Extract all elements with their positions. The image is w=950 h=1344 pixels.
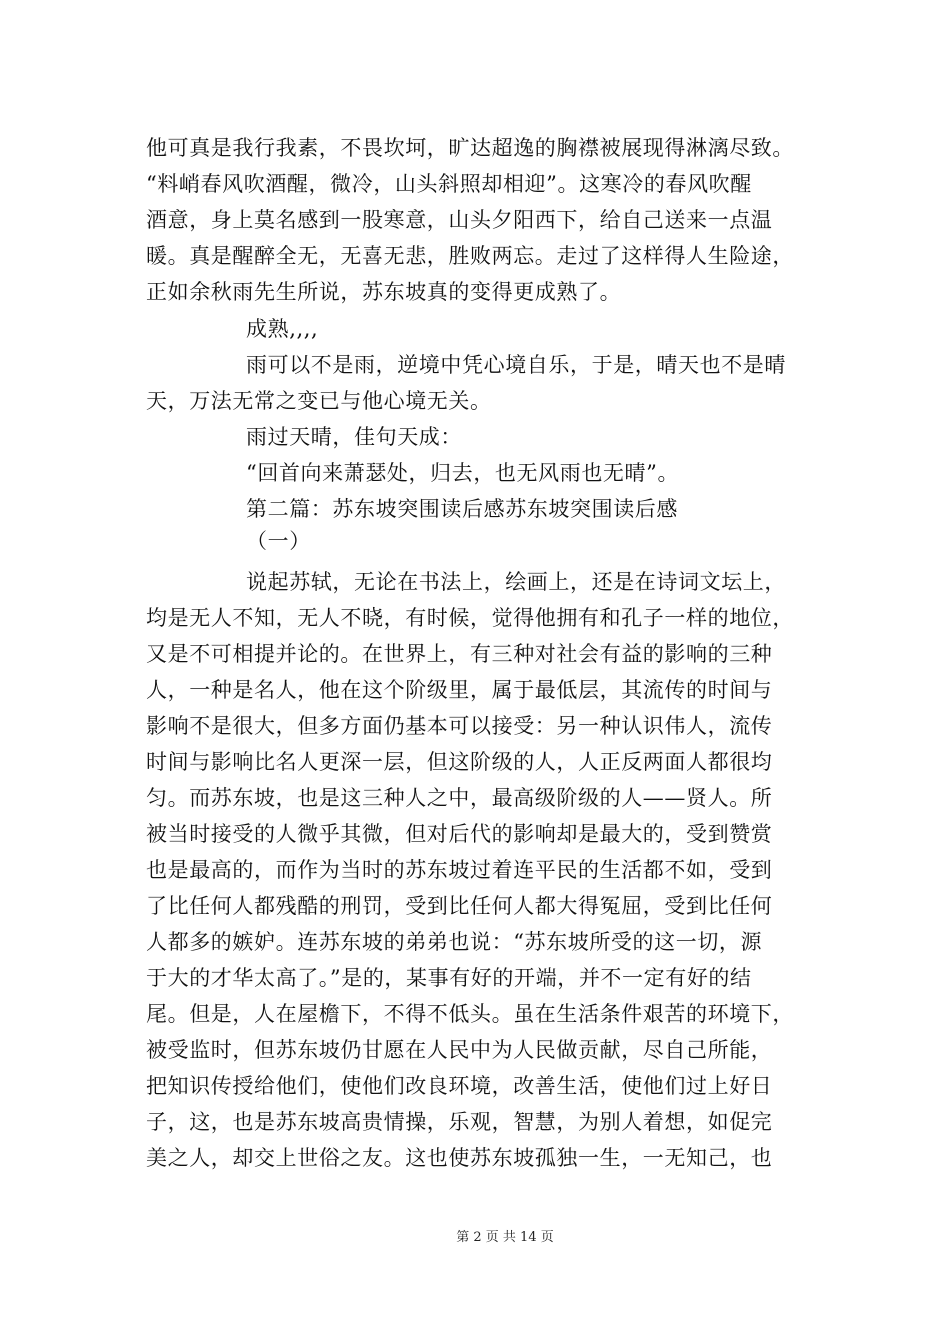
text-line: 尾。但是，人在屋檐下，不得不低头。虽在生活条件艰苦的环境下， — [146, 1002, 794, 1026]
text-line: 时间与影响比名人更深一层，但这阶级的人，人正反两面人都很均 — [146, 750, 773, 774]
text-line: 雨可以不是雨，逆境中凭心境自乐，于是，晴天也不是晴 — [246, 353, 786, 377]
text-line: 暖。真是醒醉全无，无喜无悲，胜败两忘。走过了这样得人生险途， — [146, 244, 794, 268]
text-line: 又是不可相提并论的。在世界上，有三种对社会有益的影响的三种 — [146, 642, 773, 666]
section-heading: 第二篇：苏东坡突围读后感苏东坡突围读后感 — [246, 497, 678, 521]
text-line: 说起苏轼，无论在书法上，绘画上，还是在诗词文坛上， — [246, 570, 786, 594]
text-line: 正如余秋雨先生所说，苏东坡真的变得更成熟了。 — [146, 280, 622, 304]
text-line: 了比任何人都残酷的刑罚，受到比任何人都大得冤屈，受到比任何 — [146, 894, 773, 918]
text-line: 人，一种是名人，他在这个阶级里，属于最低层，其流传的时间与 — [146, 678, 773, 702]
text-line: 被当时接受的人微乎其微，但对后代的影响却是最大的，受到赞赏 — [146, 822, 773, 846]
text-line: 影响不是很大，但多方面仍基本可以接受：另一种认识伟人，流传 — [146, 714, 773, 738]
text-line: 匀。而苏东坡，也是这三种人之中，最高级阶级的人——贤人。所 — [146, 786, 773, 810]
text-line: “料峭春风吹酒醒，微冷，山头斜照却相迎”。这寒冷的春风吹醒 — [146, 172, 752, 196]
text-line: 子，这，也是苏东坡高贵情操，乐观，智慧，为别人着想，如促完 — [146, 1110, 773, 1134]
text-line: 成熟,,,, — [246, 317, 319, 341]
text-line: 于大的才华太高了。”是的，某事有好的开端，并不一定有好的结 — [146, 966, 752, 990]
text-line: 把知识传授给他们，使他们改良环境，改善生活，使他们过上好日 — [146, 1074, 773, 1098]
section-number: （一） — [246, 529, 311, 553]
text-line: 酒意，身上莫名感到一股寒意，山头夕阳西下，给自己送来一点温 — [146, 208, 773, 232]
text-line: 也是最高的，而作为当时的苏东坡过着连平民的生活都不如，受到 — [146, 858, 773, 882]
text-line: 人都多的嫉妒。连苏东坡的弟弟也说：“苏东坡所受的这一切，源 — [146, 930, 763, 954]
page-footer: 第 2 页 共 14 页 — [456, 1230, 554, 1245]
text-line: “回首向来萧瑟处，归去，也无风雨也无晴”。 — [246, 461, 680, 485]
text-line: 美之人，却交上世俗之友。这也使苏东坡孤独一生，一无知己，也 — [146, 1146, 773, 1170]
text-line: 他可真是我行我素，不畏坎坷，旷达超逸的胸襟被展现得淋漓尽致。 — [146, 136, 794, 160]
text-line: 雨过天晴，佳句天成： — [246, 425, 462, 449]
text-line: 均是无人不知，无人不晓，有时候，觉得他拥有和孔子一样的地位， — [146, 606, 794, 630]
text-line: 天，万法无常之变已与他心境无关。 — [146, 389, 492, 413]
text-line: 被受监时，但苏东坡仍甘愿在人民中为人民做贡献，尽自己所能， — [146, 1038, 773, 1062]
